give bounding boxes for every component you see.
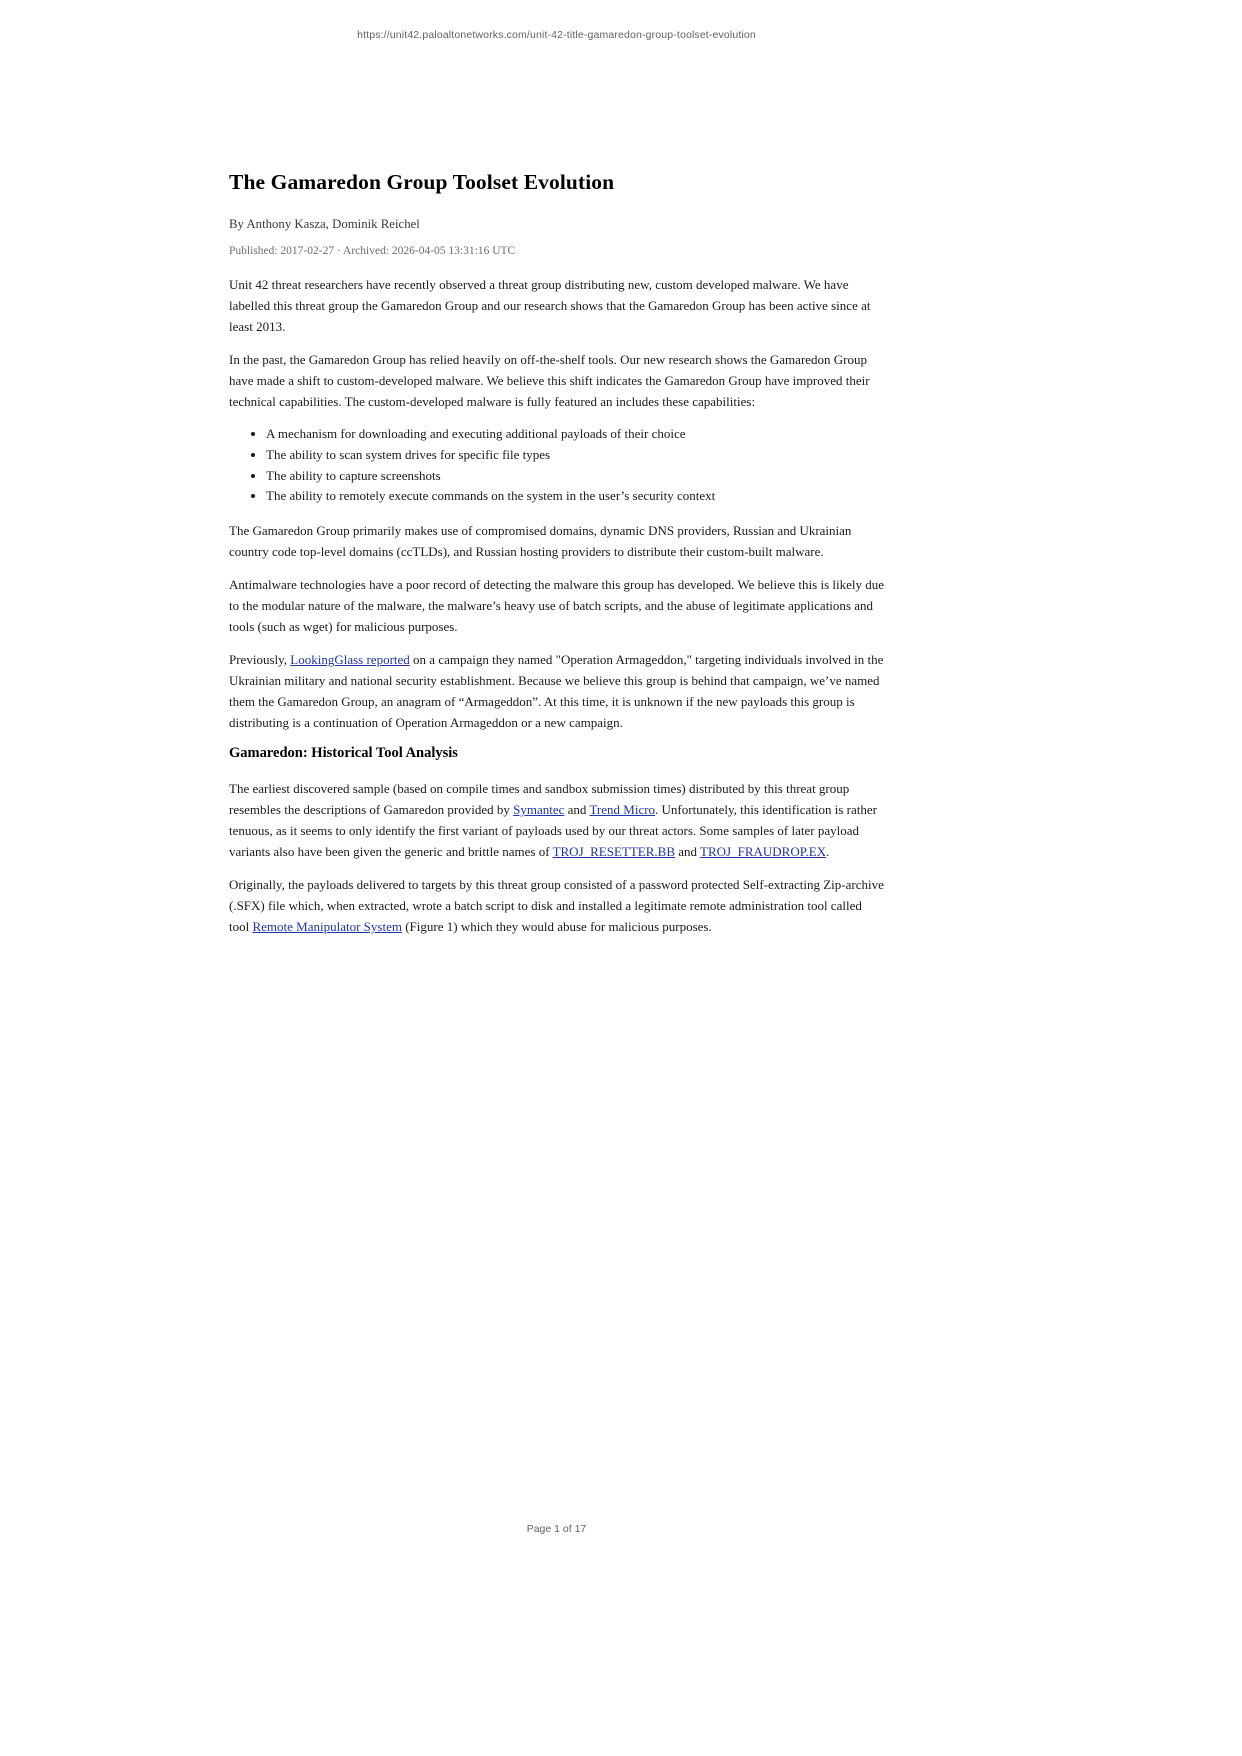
paragraph-shift: In the past, the Gamaredon Group has relied heavily on off-the-shelf tools. Our new research shows the Gamaredon Group have made a shift to custom-developed malware. We believe this shift indicates the Gamaredon Group have improved their technical capabilities. The custom-developed malware is fully featured an includes these capabilities:: [229, 352, 870, 409]
paragraph-antimalware: Antimalware technologies have a poor record of detecting the malware this group has developed. We believe this is likely due to the modular nature of the malware, the malware’s heavy use of batch scripts, and the abuse of legitimate applications and tools (such as wget) for malicious purposes.: [229, 577, 885, 635]
capability-item: • A mechanism for downloading and executing additional payloads of their choice: [266, 424, 884, 445]
paragraph-domains: The Gamaredon Group primarily makes use of compromised domains, dynamic DNS providers, Russian and Ukrainian country code top-level domains (ccTLDs), and Russian hosting providers to distribute their custom-built malware.: [229, 523, 852, 560]
page-number: Page 1 of 17: [526, 1523, 587, 1535]
paragraph-intro: Unit 42 threat researchers have recently observed a threat group distributing new, custom developed malware. We have labelled this threat group the Gamaredon Group and our research shows that the Gamaredon Group has been active since at least 2013.: [229, 277, 871, 334]
paragraph-lookingglass: Previously, LookingGlass reported on a campaign they named "Operation Armageddon," targeting individuals involved in the Ukrainian military and national security establishment. Because we believe this group is behind that campaign, we’ve named them the Gamaredon Group, an anagram of “Armageddon”. At this time, it is unknown if the new payloads this group is distributing is a continuation of Operation Armageddon or a new campaign.: [229, 652, 884, 731]
inline-link[interactable]: TROJ_FRAUDROP.EX: [700, 844, 827, 860]
article-meta: Published: 2017-02-27 · Archived: 2026-04-05 13:31:16 UTC: [229, 245, 516, 257]
paragraph-earliest-sample: The earliest discovered sample (based on compile times and sandbox submission times) distributed by this threat group resembles the descriptions of Gamaredon provided by Symantec and Trend Micro. Unfortunately, this identification is rather tenuous, as it seems to only identify the first variant of payloads used by our threat actors. Some samples of later payload variants also have been given the generic and brittle names of TROJ_RESETTER.BB and TROJ_FRAUDROP.EX.: [229, 781, 877, 860]
page-title: The Gamaredon Group Toolset Evolution: [229, 170, 615, 194]
inline-link[interactable]: Trend Micro: [589, 802, 656, 818]
inline-link[interactable]: Remote Manipulator System: [252, 919, 402, 935]
section-heading: Gamaredon: Historical Tool Analysis: [229, 745, 458, 762]
capabilities-list: [229, 424, 884, 507]
inline-link[interactable]: LookingGlass reported: [290, 652, 410, 668]
print-header-url: https://unit42.paloaltonetworks.com/unit-42-title-gamaredon-group-toolset-evolution: [357, 29, 756, 41]
inline-link[interactable]: Symantec: [513, 802, 565, 818]
capability-item: • The ability to remotely execute commands on the system in the user’s security context: [266, 486, 884, 507]
capability-item: • The ability to capture screenshots: [266, 466, 884, 487]
capability-item: • The ability to scan system drives for specific file types: [266, 445, 884, 466]
article: [229, 170, 884, 949]
inline-link[interactable]: TROJ_RESETTER.BB: [552, 844, 675, 860]
paragraph-payloads: Originally, the payloads delivered to targets by this threat group consisted of a password protected Self-extracting Zip-archive (.SFX) file which, when extracted, wrote a batch script to disk and installed a legitimate remote administration tool called tool Remote Manipulator System (Figure 1) which they would abuse for malicious purposes.: [229, 877, 884, 935]
article-byline: By Anthony Kasza, Dominik Reichel: [229, 217, 420, 231]
